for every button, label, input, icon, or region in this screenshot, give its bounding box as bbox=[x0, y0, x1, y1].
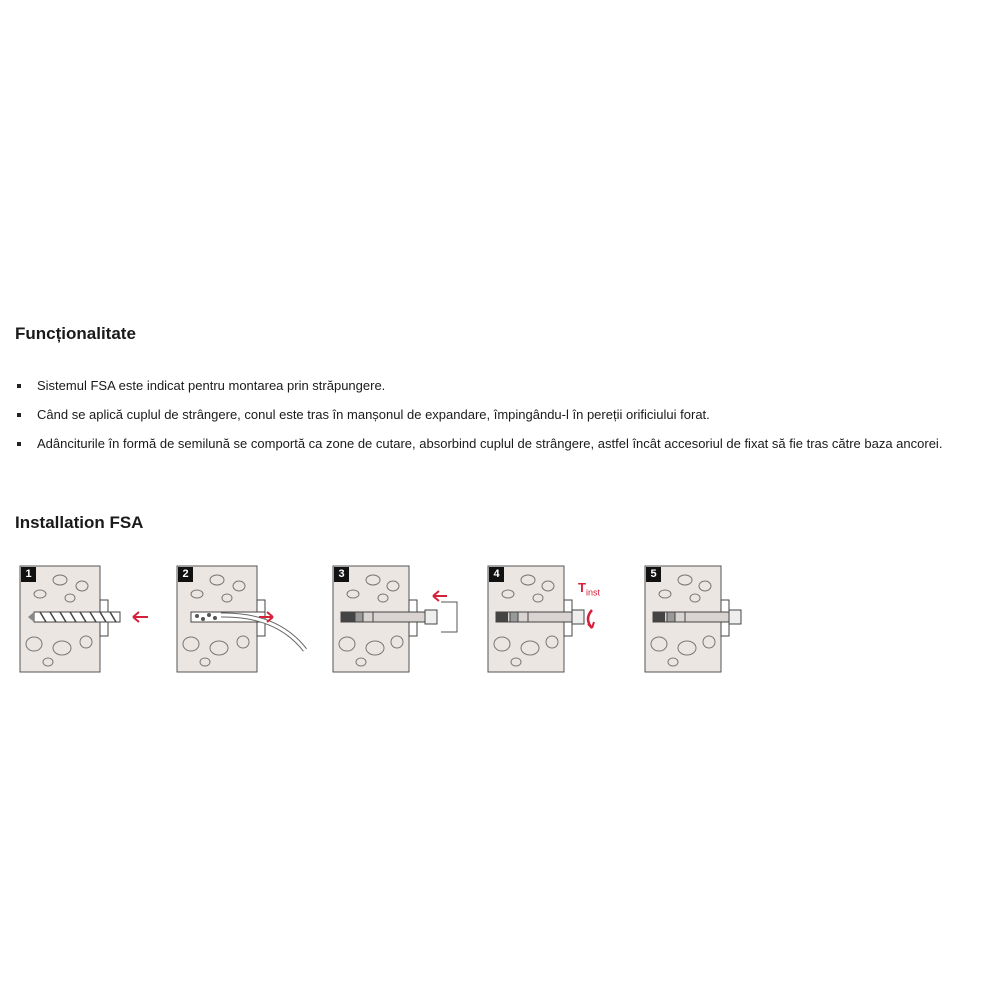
functionality-list bbox=[15, 378, 990, 465]
bullet-icon bbox=[17, 413, 21, 417]
list-item-text: Când se aplică cuplul de strângere, conul este tras în manșonul de expandare, împingându-l în pereții orificiului forat. bbox=[37, 407, 710, 422]
step-number: 1 bbox=[21, 567, 36, 582]
installation-title: Installation FSA bbox=[15, 513, 144, 532]
step-number: 5 bbox=[646, 567, 661, 582]
drill-hole-icon bbox=[20, 566, 170, 678]
list-item bbox=[15, 407, 990, 422]
torque-label: $T_{inst}$ bbox=[578, 580, 600, 598]
functionality-title: Funcționalitate bbox=[15, 324, 136, 343]
apply-torque-icon bbox=[488, 566, 638, 678]
step-2 bbox=[177, 566, 327, 678]
step-4 bbox=[488, 566, 638, 678]
list-item bbox=[15, 436, 990, 451]
insert-anchor-icon bbox=[333, 566, 483, 678]
bullet-icon bbox=[17, 384, 21, 388]
step-number: 3 bbox=[334, 567, 349, 582]
installation-steps bbox=[0, 560, 1000, 690]
bullet-icon bbox=[17, 442, 21, 446]
step-number: 4 bbox=[489, 567, 504, 582]
list-item bbox=[15, 378, 990, 393]
clean-hole-icon bbox=[177, 566, 327, 678]
installed-anchor-icon bbox=[645, 566, 795, 678]
step-1 bbox=[20, 566, 170, 678]
list-item-text: Sistemul FSA este indicat pentru montarea prin străpungere. bbox=[37, 378, 386, 393]
list-item-text: Adânciturile în formă de semilună se comportă ca zone de cutare, absorbind cuplul de strângere, astfel încât accesoriul de fixat să fie tras către baza ancorei. bbox=[37, 436, 943, 451]
step-5 bbox=[645, 566, 795, 678]
step-3 bbox=[333, 566, 483, 678]
step-number: 2 bbox=[178, 567, 193, 582]
